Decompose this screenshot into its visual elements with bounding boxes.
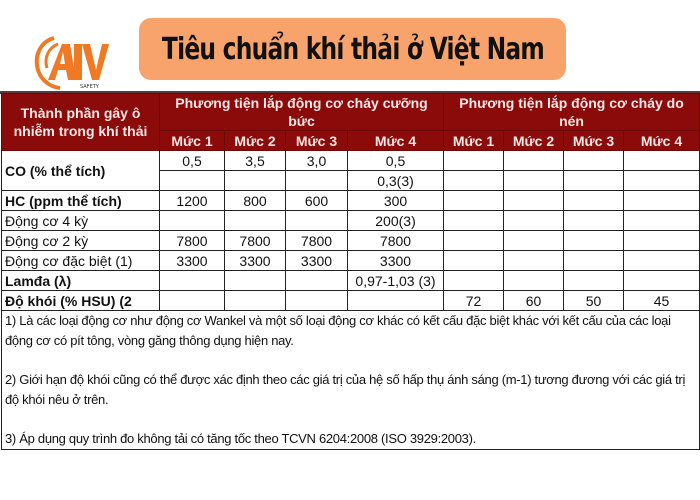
column-header-level: Mức 3 — [286, 131, 348, 151]
atv-logo-icon — [32, 34, 110, 90]
table-cell — [564, 151, 624, 171]
table-cell — [225, 211, 286, 231]
table-cell — [225, 271, 286, 291]
table-cell — [444, 211, 504, 231]
column-group-spark-ignition: Phương tiện lắp động cơ cháy cưỡng bức — [160, 94, 444, 131]
table-cell: 7800 — [225, 231, 286, 251]
table-cell: 0,97-1,03 (3) — [348, 271, 444, 291]
table-cell — [504, 151, 564, 171]
table-cell: 7800 — [160, 231, 225, 251]
table-cell: 3300 — [160, 251, 225, 271]
table-notes-row — [2, 311, 700, 450]
table-header-row — [2, 94, 700, 131]
page-title-banner — [139, 18, 566, 80]
table-cell — [624, 231, 700, 251]
table-cell — [504, 231, 564, 251]
table-cell — [624, 211, 700, 231]
table-cell — [564, 191, 624, 211]
row-label: Lamđa (λ) — [2, 271, 160, 291]
table-cell — [286, 271, 348, 291]
column-header-pollutant: Thành phần gây ô nhiễm trong khí thải — [2, 94, 160, 151]
table-cell — [624, 151, 700, 171]
table-row-smoke — [2, 291, 700, 311]
table-cell — [444, 151, 504, 171]
table-cell — [504, 211, 564, 231]
table-cell — [444, 231, 504, 251]
table-cell — [624, 191, 700, 211]
table-cell — [225, 291, 286, 311]
table-cell — [286, 291, 348, 311]
table-row-special-engine — [2, 251, 700, 271]
table-cell: 3300 — [286, 251, 348, 271]
table-cell — [286, 171, 348, 191]
table-cell — [504, 191, 564, 211]
column-header-level: Mức 4 — [348, 131, 444, 151]
table-row-4-stroke — [2, 211, 700, 231]
table-cell: 300 — [348, 191, 444, 211]
table-cell — [564, 251, 624, 271]
table-row-lambda — [2, 271, 700, 291]
column-header-level: Mức 2 — [504, 131, 564, 151]
table-cell — [444, 271, 504, 291]
table-cell: 3,0 — [286, 151, 348, 171]
svg-text:SAFETY: SAFETY — [80, 84, 99, 90]
column-header-level: Mức 4 — [624, 131, 700, 151]
table-cell — [286, 211, 348, 231]
table-cell: 0,5 — [160, 151, 225, 171]
column-header-level: Mức 3 — [564, 131, 624, 151]
table-cell — [160, 211, 225, 231]
table-cell — [564, 271, 624, 291]
table-cell — [564, 211, 624, 231]
column-group-compression-ignition: Phương tiện lắp động cơ cháy do nén — [444, 94, 700, 131]
table-cell: 1200 — [160, 191, 225, 211]
table-cell — [160, 271, 225, 291]
table-cell: 0,3(3) — [348, 171, 444, 191]
row-label: Động cơ đặc biệt (1) — [2, 251, 160, 271]
footnote-2: 2) Giới hạn độ khói cũng có thể được xác định theo các giá trị của hệ số hấp thụ ánh sáng (m-1) tương đương với các giá trị độ khói nêu ở trên. — [5, 372, 686, 407]
table-cell — [348, 291, 444, 311]
table-cell: 800 — [225, 191, 286, 211]
table-cell: 200(3) — [348, 211, 444, 231]
table-cell: 7800 — [286, 231, 348, 251]
table-cell: 600 — [286, 191, 348, 211]
table-cell — [444, 191, 504, 211]
table-cell — [225, 171, 286, 191]
table-cell — [624, 171, 700, 191]
row-label: Động cơ 4 kỳ — [2, 211, 160, 231]
table-row-2-stroke — [2, 231, 700, 251]
table-cell — [564, 231, 624, 251]
table-cell: 0,5 — [348, 151, 444, 171]
table-cell — [504, 251, 564, 271]
table-cell — [444, 251, 504, 271]
table-cell — [564, 171, 624, 191]
column-header-level: Mức 2 — [225, 131, 286, 151]
footnotes — [2, 311, 700, 450]
table-cell: 3300 — [348, 251, 444, 271]
row-label: HC (ppm thể tích) — [2, 191, 160, 211]
footnote-1: 1) Là các loại động cơ như động cơ Wankel và một số loại động cơ khác có kết cấu đặc biệt khác với kết cấu của các loại động cơ có pít tông, vòng găng thông dụng hiện nay. — [5, 313, 671, 348]
table-cell: 3,5 — [225, 151, 286, 171]
atv-safety-logo — [32, 34, 110, 90]
page-title: Tiêu chuẩn khí thải ở Việt Nam — [161, 31, 544, 67]
table-cell — [444, 171, 504, 191]
table-cell — [624, 271, 700, 291]
table-cell: 50 — [564, 291, 624, 311]
table-cell: 60 — [504, 291, 564, 311]
row-label: CO (% thể tích) — [2, 151, 160, 191]
table-cell: 7800 — [348, 231, 444, 251]
table-cell: 3300 — [225, 251, 286, 271]
table-cell: 45 — [624, 291, 700, 311]
table-cell — [504, 271, 564, 291]
row-label: Động cơ 2 kỳ — [2, 231, 160, 251]
emission-standards-table — [1, 93, 700, 450]
footnote-3: 3) Áp dụng quy trình đo không tải có tăng tốc theo TCVN 6204:2008 (ISO 3929:2003). — [5, 431, 476, 446]
row-label: Độ khói (% HSU) (2 — [2, 291, 160, 311]
table-cell — [624, 251, 700, 271]
column-header-level: Mức 1 — [160, 131, 225, 151]
table-cell — [160, 291, 225, 311]
table-row-co — [2, 151, 700, 171]
table-cell: 72 — [444, 291, 504, 311]
table-cell — [160, 171, 225, 191]
table-row-hc — [2, 191, 700, 211]
column-header-level: Mức 1 — [444, 131, 504, 151]
table-cell — [504, 171, 564, 191]
